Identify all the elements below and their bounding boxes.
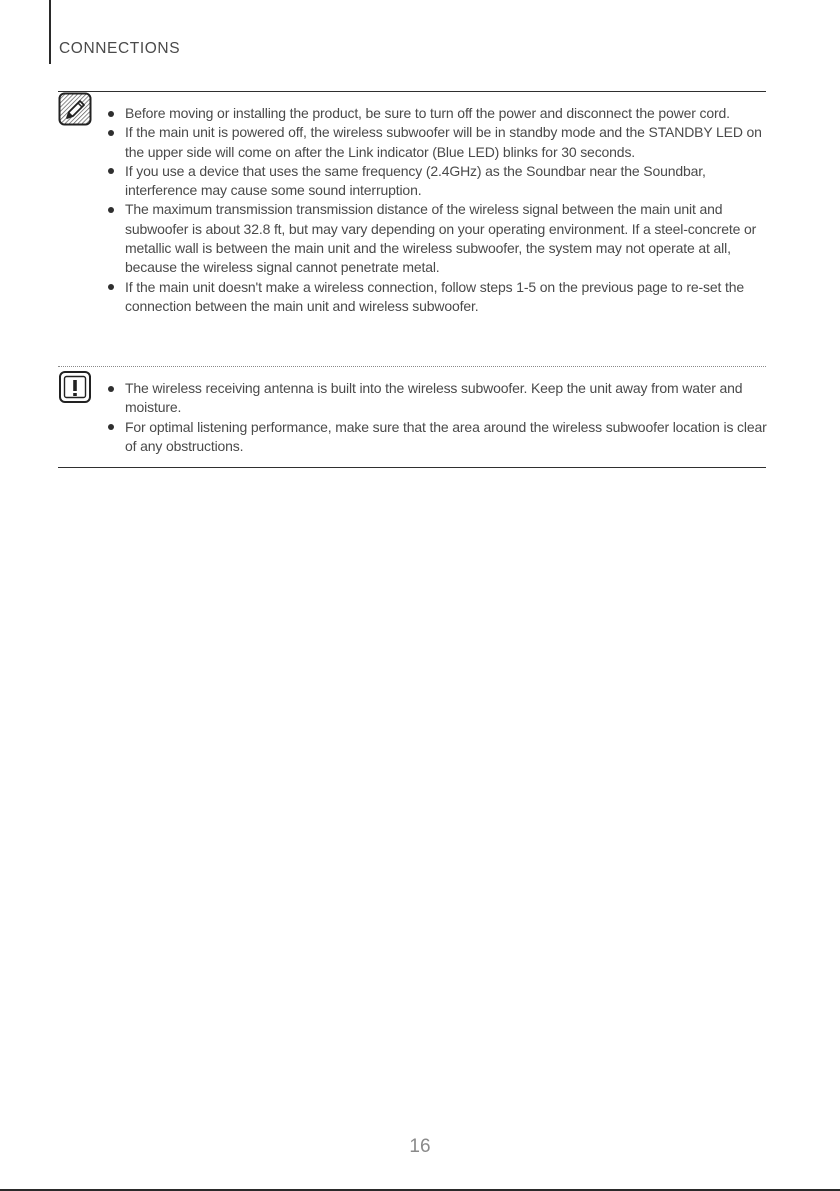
bullet [108,424,114,430]
note-top-divider [58,91,766,92]
list-item: If the main unit doesn't make a wireless connection, follow steps 1-5 on the previous page to re-set the connection between the main unit and wireless subwoofer. [106,278,768,317]
bullet [108,130,114,136]
section-title: CONNECTIONS [59,40,181,57]
list-item: If you use a device that uses the same frequency (2.4GHz) as the Soundbar near the Soundbar, interference may cause some sound interruption. [106,162,768,201]
page-number: 16 [409,1136,431,1157]
list-item: The wireless receiving antenna is built into the wireless subwoofer. Keep the unit away from water and moisture. [106,379,768,418]
list-item: For optimal listening performance, make sure that the area around the wireless subwoofer location is clear of any obstructions. [106,418,768,457]
note-list [106,104,768,316]
caution-list [106,379,768,456]
list-item: Before moving or installing the product, be sure to turn off the power and disconnect the power cord. [106,104,768,123]
note-pencil-icon [58,92,92,126]
note-bottom-divider [58,366,766,367]
exclamation-caution-icon [58,370,92,404]
bullet [108,168,114,174]
section-marker-rule [49,0,51,64]
caution-bottom-divider [58,467,766,468]
list-item: If the main unit is powered off, the wireless subwoofer will be in standby mode and the STANDBY LED on the upper side will come on after the Link indicator (Blue LED) blinks for 30 seconds. [106,123,768,162]
bullet [108,284,114,290]
bullet [108,207,114,213]
bullet [108,386,114,392]
list-item: The maximum transmission transmission distance of the wireless signal between the main unit and subwoofer is about 32.8 ft, but may vary depending on your operating environment. If a steel-concrete or metallic wall is between the main unit and the wireless subwoofer, the system may not operate at all, because the wireless signal cannot penetrate metal. [106,200,768,277]
bullet [108,111,114,117]
